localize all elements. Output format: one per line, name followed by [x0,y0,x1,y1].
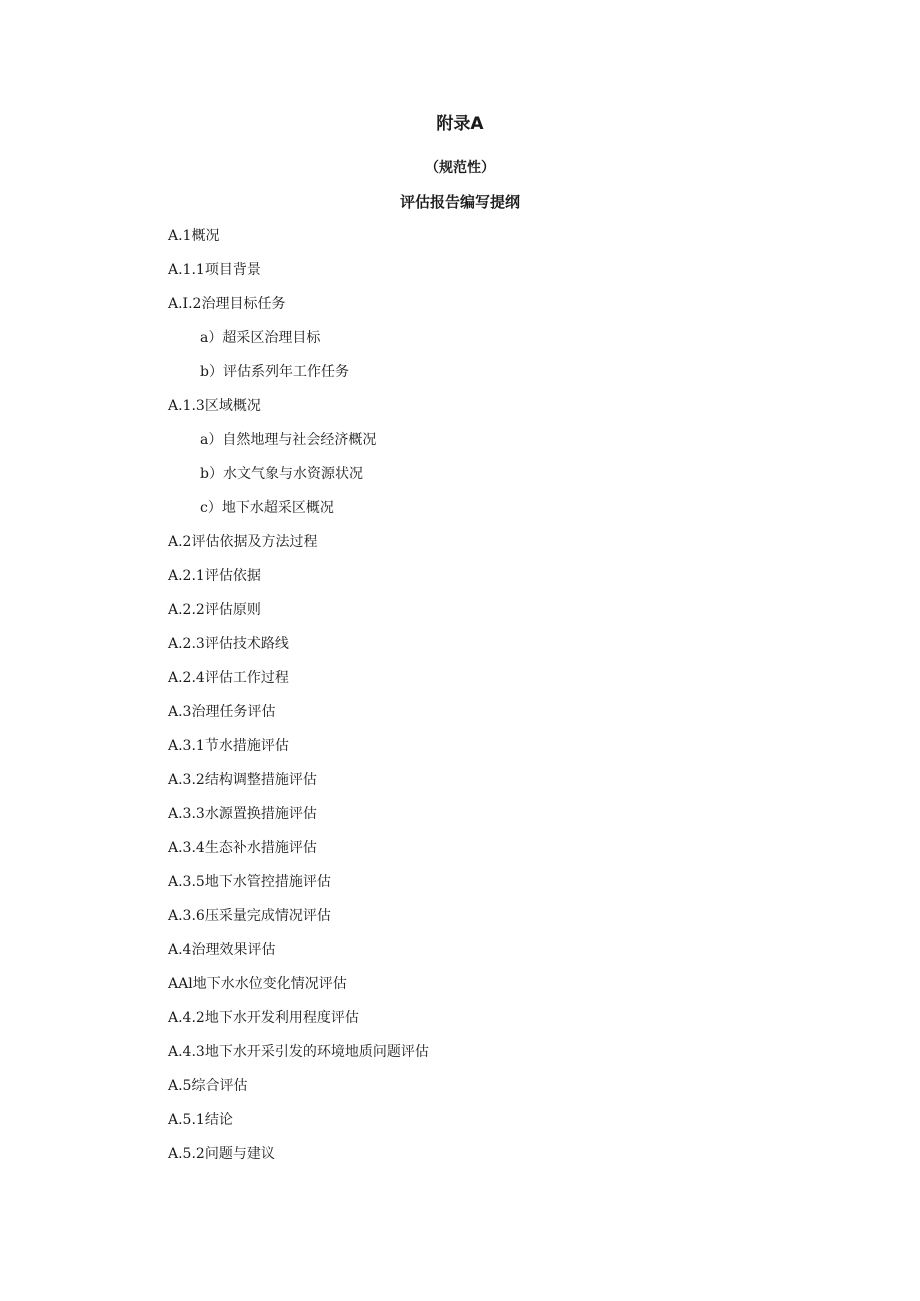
outline-item: A.1.1项目背景 [168,262,261,278]
outline-subitem: a）超采区治理目标 [200,330,321,346]
outline-subitem: b）评估系列年工作任务 [200,364,349,380]
outline-item: A.5.1结论 [168,1112,233,1128]
outline-item: A.1概况 [168,228,220,244]
outline-item: A.4.2地下水开发利用程度评估 [168,1010,359,1026]
outline-item: A.3.3水源置换措施评估 [168,806,317,822]
outline-item: A.4.3地下水开采引发的环境地质问题评估 [168,1044,429,1060]
outline-item: A.2.1评估依据 [168,568,261,584]
outline-item: A.I.2治理目标任务 [168,296,286,312]
outline-item: A.3.6压采量完成情况评估 [168,908,331,924]
appendix-title: 附录A [436,114,484,134]
outline-item: A.4治理效果评估 [168,942,276,958]
outline-item: A.3.2结构调整措施评估 [168,772,317,788]
outline-item: A.3.4生态补水措施评估 [168,840,317,856]
outline-item: A.1.3区域概况 [168,398,261,414]
outline-subitem: c）地下水超采区概况 [200,500,334,516]
outline-item: A.3.1节水措施评估 [168,738,289,754]
outline-item: A.2.2评估原则 [168,602,261,618]
outline-item: A.2评估依据及方法过程 [168,534,318,550]
outline-item: A.2.4评估工作过程 [168,670,289,686]
outline-item: AAl地下水水位变化情况评估 [168,976,347,992]
outline-subitem: b）水文气象与水资源状况 [200,466,363,482]
outline-item: A.5综合评估 [168,1078,248,1094]
outline-title: 评估报告编写提纲 [399,193,520,211]
outline-item: A.3治理任务评估 [168,704,276,720]
normative-label: （规范性） [425,160,495,176]
outline-item: A.2.3评估技术路线 [168,636,289,652]
outline-item: A.3.5地下水管控措施评估 [168,874,331,890]
outline-item: A.5.2问题与建议 [168,1146,275,1162]
outline-subitem: a）自然地理与社会经济概况 [200,432,377,448]
